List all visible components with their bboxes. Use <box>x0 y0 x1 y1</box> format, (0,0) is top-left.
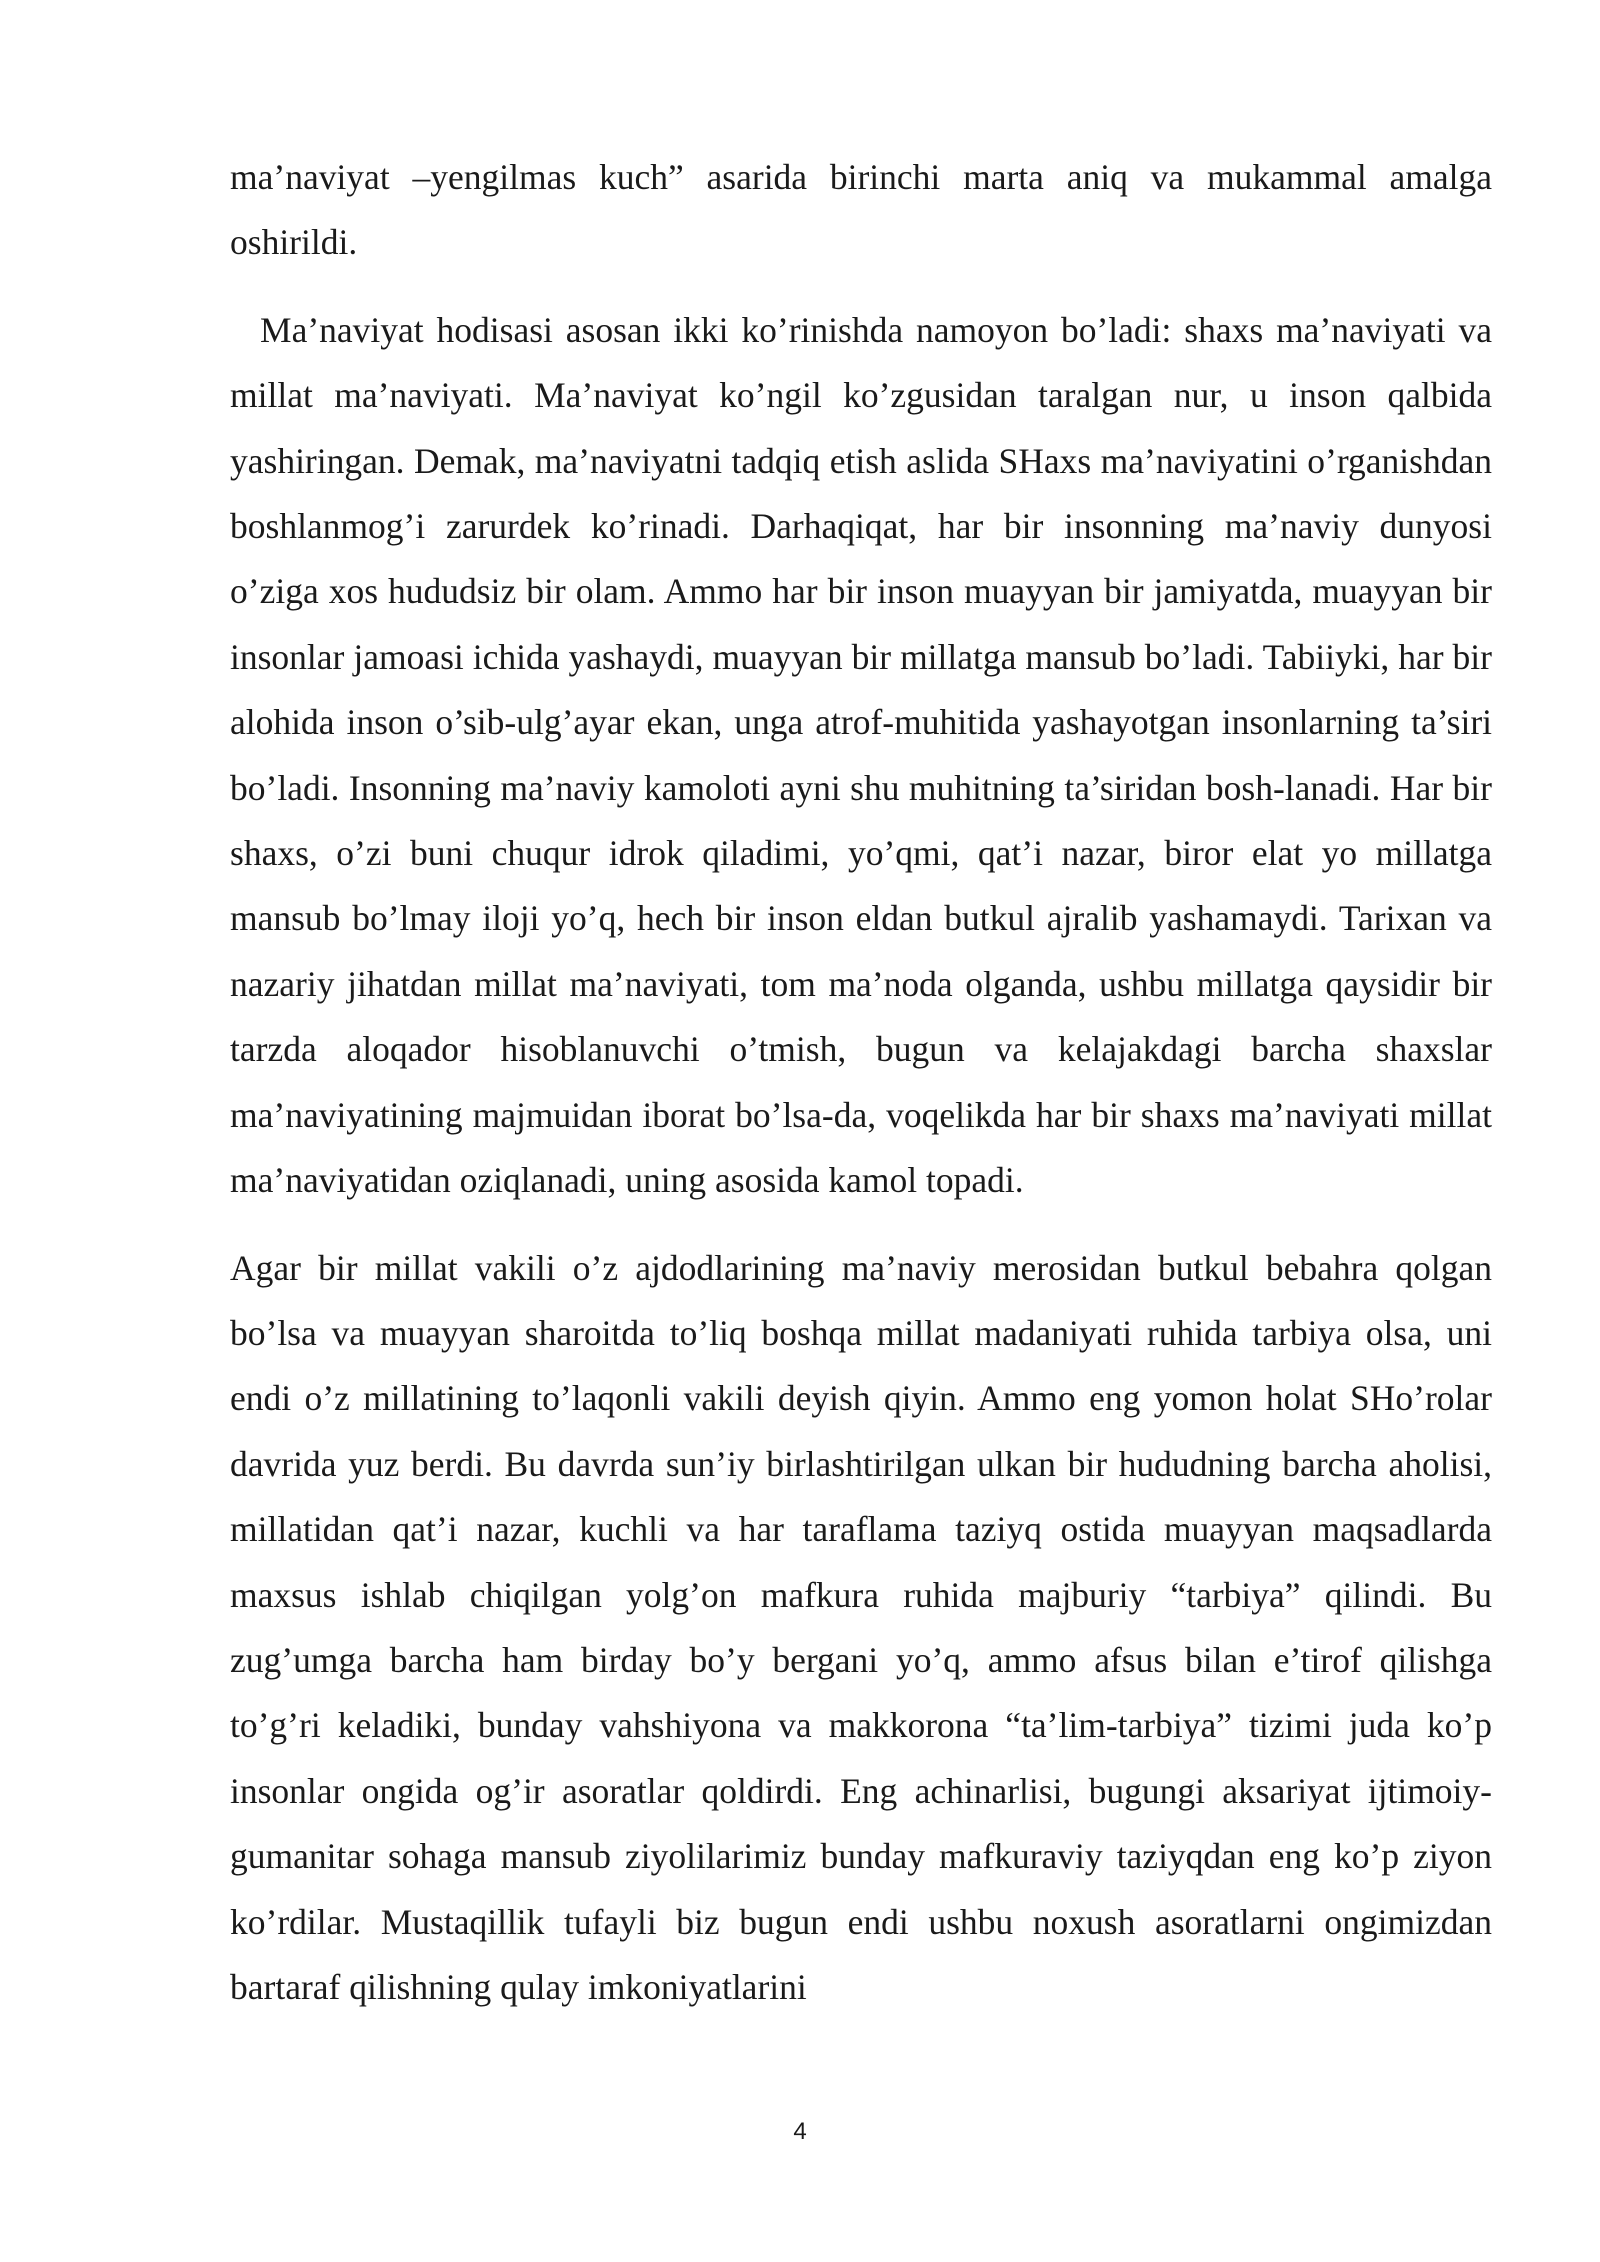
paragraph-3: Agar bir millat vakili o’z ajdodlarining ma’naviy merosidan butkul bebahra qolgan bo’lsa va muayyan sharoitda to’liq boshqa millat madaniyati ruhida tarbiya olsa, uni endi o’z millatining to’laqonli vakili deyish qiyin. Ammo eng yomon holat SHo’rolar davrida yuz berdi. Bu davrda sun’iy birlashtirilgan ulkan bir hududning barcha aholisi, millatidan qat’i nazar, kuchli va har taraflama taziyq ostida muayyan maqsadlarda maxsus ishlab chiqilgan yolg’on mafkura ruhida majburiy “tarbiya” qilindi. Bu zug’umga barcha ham birday bo’y bergani yo’q, ammo afsus bilan e’tirof qilishga to’g’ri keladiki, bunday vahshiyona va makkorona “ta’lim-tarbiya” tizimi juda ko’p insonlar ongida og’ir asoratlar qoldirdi. Eng achinarlisi, bugungi aksariyat ijtimoiy-gumanitar sohaga mansub ziyolilarimiz bunday mafkuraviy taziyqdan eng ko’p ziyon ko’rdilar. Mustaqillik tufayli biz bugun endi ushbu noxush asoratlarni ongimizdan bartaraf qilishning qulay imkoniyatlarini <box>230 1247 1492 2007</box>
document-body <box>230 145 1492 2020</box>
paragraph-2: Ma’naviyat hodisasi asosan ikki ko’rinishda namoyon bo’ladi: shaxs ma’naviyati va millat ma’naviyati. Ma’naviyat ko’ngil ko’zgusidan taralgan nur, u inson qalbida yashiringan. Demak, ma’naviyatni tadqiq etish aslida SHaxs ma’naviyatini o’rganishdan boshlanmog’i zarurdek ko’rinadi. Darhaqiqat, har bir insonning ma’naviy dunyosi o’ziga xos hududsiz bir olam. Ammo har bir inson muayyan bir jamiyatda, muayyan bir insonlar jamoasi ichida yashaydi, muayyan bir millatga mansub bo’ladi. Tabiiyki, har bir alohida inson o’sib-ulg’ayar ekan, unga atrof-muhitida yashayotgan insonlarning ta’siri bo’ladi. Insonning ma’naviy kamoloti ayni shu muhitning ta’siridan bosh-lanadi. Har bir shaxs, o’zi buni chuqur idrok qiladimi, yo’qmi, qat’i nazar, biror elat yo millatga mansub bo’lmay iloji yo’q, hech bir inson eldan butkul ajralib yashamaydi. Tarixan va nazariy jihatdan millat ma’naviyati, tom ma’noda olganda, ushbu millatga qaysidir bir tarzda aloqador hisoblanuvchi o’tmish, bugun va kelajakdagi barcha shaxslar ma’naviyatining majmuidan iborat bo’lsa-da, voqelikda har bir shaxs ma’naviyati millat ma’naviyatidan oziqlanadi, uning asosida kamol topadi. <box>230 309 1492 1201</box>
paragraph-1: ma’naviyat –yengilmas kuch” asarida birinchi marta aniq va mukammal amalga oshirildi. <box>230 157 1492 263</box>
page-number: 4 <box>793 2118 807 2145</box>
